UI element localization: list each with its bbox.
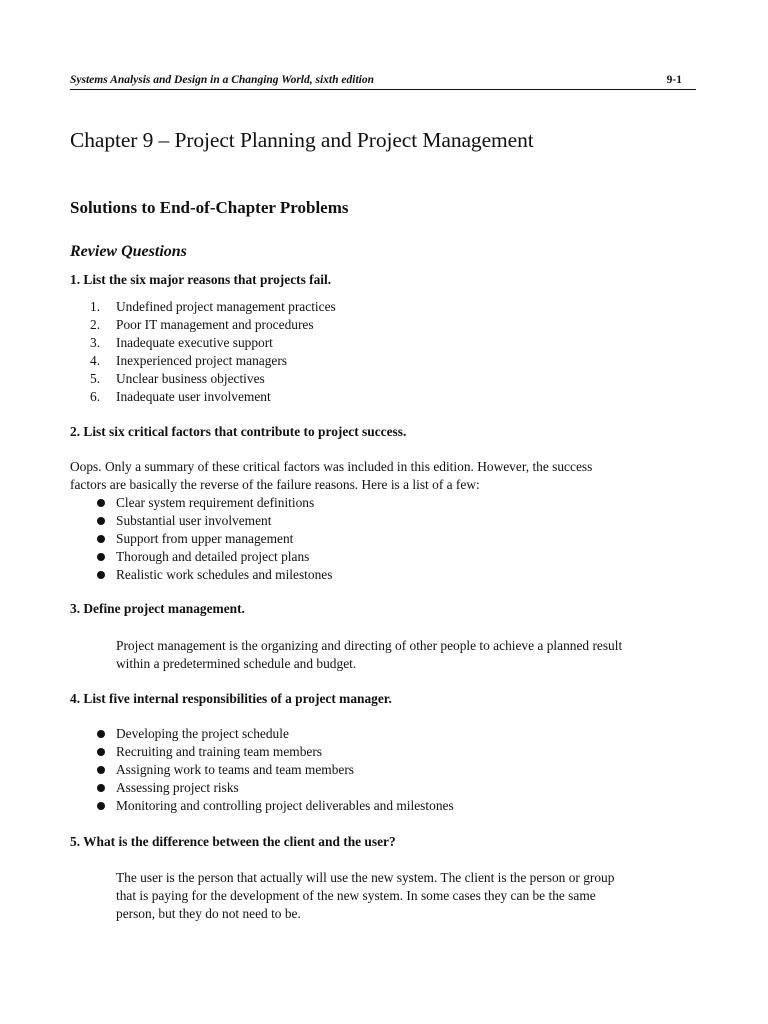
section-title: Solutions to End-of-Chapter Problems [70,198,349,217]
list-item: 4. Inexperienced project managers [90,352,288,368]
answer-5-line-1: The user is the person that actually will use the new system. The client is the person or group [116,870,615,885]
answer-5-line-2: that is paying for the development of the new system. In some cases they can be the same [116,888,596,903]
answer-3-line-2: within a predetermined schedule and budget. [116,656,357,671]
list-item: 5. Unclear business objectives [90,370,265,386]
list-item: 3. Inadequate executive support [90,334,273,350]
page-number: 9-1 [666,74,682,86]
answer-2-line-1: Oops. Only a summary of these critical factors was included in this edition. However, the success [70,459,593,474]
answer-2-line-2: factors are basically the reverse of the failure reasons. Here is a list of a few: [70,477,480,492]
bullet-icon [97,571,105,579]
bullet-icon [97,535,105,543]
bullet-icon [97,784,105,792]
chapter-title: Chapter 9 – Project Planning and Project Management [70,128,534,152]
question-2: 2. List six critical factors that contribute to project success. [70,424,407,439]
list-item: Developing the project schedule [70,725,454,743]
book-title: Systems Analysis and Design in a Changing World, sixth edition [70,74,374,86]
success-factors-list [70,494,332,584]
list-item: Support from upper management [70,530,332,548]
bullet-icon [97,802,105,810]
question-4: 4. List five internal responsibilities of a project manager. [70,691,392,706]
list-item: 6. Inadequate user involvement [90,388,271,404]
list-item: Thorough and detailed project plans [70,548,332,566]
running-header [70,74,696,90]
failure-reasons-list [70,298,336,405]
question-3: 3. Define project management. [70,601,245,616]
list-item: Substantial user involvement [70,512,332,530]
list-item: Monitoring and controlling project deliverables and milestones [70,797,454,815]
bullet-icon [97,553,105,561]
answer-5-line-3: person, but they do not need to be. [116,906,301,921]
list-item: 1. Undefined project management practices [90,299,336,314]
question-1: 1. List the six major reasons that projects fail. [70,272,332,287]
bullet-icon [97,499,105,507]
bullet-icon [97,730,105,738]
responsibilities-list [70,725,454,815]
list-item: Recruiting and training team members [70,743,454,761]
subsection-title: Review Questions [70,243,187,260]
list-item: Realistic work schedules and milestones [70,566,332,584]
list-item: 2. Poor IT management and procedures [90,316,314,332]
list-item: Clear system requirement definitions [70,494,332,512]
list-item: Assigning work to teams and team members [70,761,454,779]
bullet-icon [97,766,105,774]
question-5: 5. What is the difference between the client and the user? [70,834,396,849]
answer-3-line-1: Project management is the organizing and directing of other people to achieve a planned result [116,638,623,653]
bullet-icon [97,517,105,525]
bullet-icon [97,748,105,756]
list-item: Assessing project risks [70,779,454,797]
